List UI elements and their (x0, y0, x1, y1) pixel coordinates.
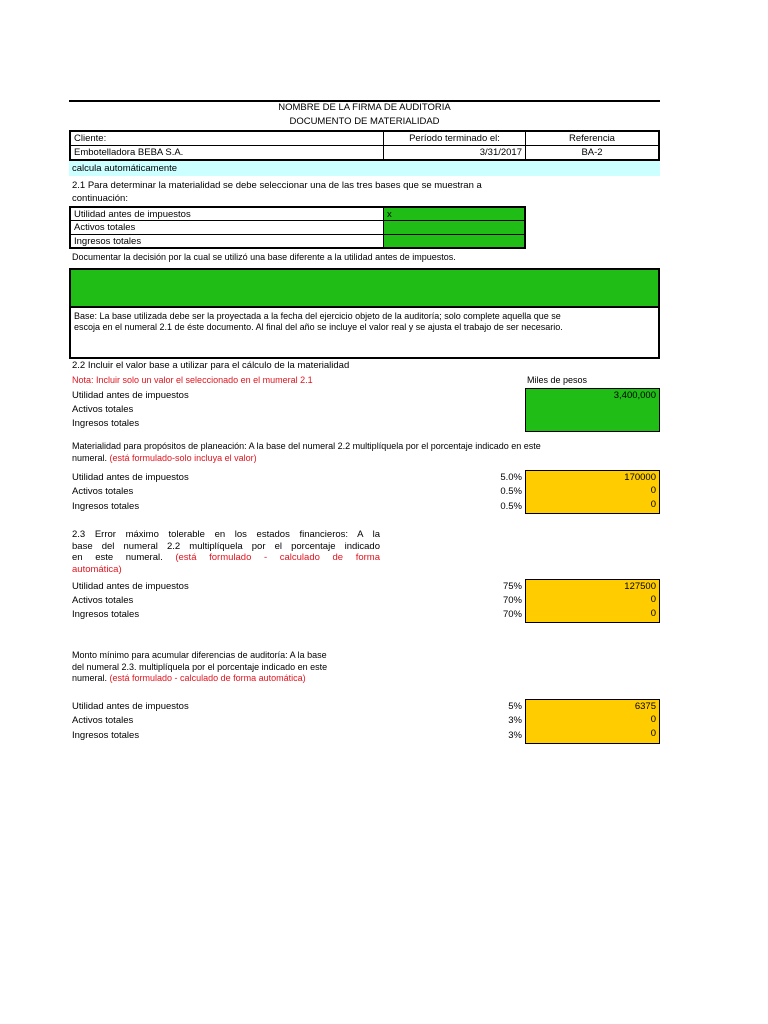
tolerable-value-cell: 0 (525, 607, 660, 623)
tolerable-percentage: 75% (502, 581, 522, 592)
minimum-percentage: 3% (508, 715, 522, 726)
section-2-3-text (72, 529, 380, 575)
base-note-box (69, 307, 660, 359)
minimum-value-cell: 6375 (525, 699, 660, 714)
section-2-3-line1: 2.3 Error máximo tolerable en los estados financieros: A la (72, 529, 380, 540)
planning-row-label: Activos totales (72, 486, 134, 497)
planning-value-cell: 170000 (525, 470, 660, 485)
planning-text-line1: Materialidad para propósitos de planeación: A la base del numeral 2.2 multiplíquela por el porcentaje indicado en este (72, 441, 541, 451)
planning-text-numeral: numeral. (72, 453, 108, 463)
planning-percentage: 0.5% (500, 501, 522, 512)
section-2-1-text-line1: 2.1 Para determinar la materialidad se debe seleccionar una de las tres bases que se muestran a (72, 180, 482, 191)
base-value-label: Activos totales (72, 404, 134, 415)
minimum-value-cell: 0 (525, 713, 660, 728)
minimum-percentage: 5% (508, 701, 522, 712)
minimum-numeral: numeral. (72, 673, 108, 683)
base-option-select-cell[interactable]: x (383, 206, 526, 221)
base-value-input[interactable] (525, 403, 660, 418)
minimum-text (72, 650, 384, 685)
tolerable-value-cell: 127500 (525, 579, 660, 594)
planning-row-label: Ingresos totales (72, 501, 140, 512)
planning-percentage: 5.0% (500, 472, 522, 483)
section-2-1-text-line2: continuación: (72, 193, 128, 204)
base-option-label: Activos totales (69, 220, 384, 235)
auto-calc-note: calcula automáticamente (69, 161, 660, 176)
reference-label: Referencia (525, 130, 660, 146)
client-name-field[interactable]: Embotelladora BEBA S.A. (69, 145, 384, 161)
base-value-label: Ingresos totales (72, 418, 140, 429)
tolerable-percentage: 70% (502, 609, 522, 620)
base-note-line2: escoja en el numeral 2.1 de éste documento. Al final del año se incluye el valor real y se ajusta el trabajo de ser necesario. (74, 322, 563, 332)
tolerable-row-label: Ingresos totales (72, 609, 140, 620)
base-option-label: Utilidad antes de impuestos (69, 206, 384, 221)
section-2-3-line2: base del numeral 2.2 multiplíquela por el porcentaje indicado (72, 540, 380, 552)
document-title: DOCUMENTO DE MATERIALIDAD (289, 116, 440, 127)
section-2-2-note: Nota: Incluir solo un valor el seleccionado en el mumeral 2.1 (72, 375, 313, 385)
tolerable-percentage: 70% (502, 595, 522, 606)
planning-row-label: Utilidad antes de impuestos (72, 472, 189, 483)
planning-text-line2 (72, 452, 257, 465)
base-option-label: Ingresos totales (69, 234, 384, 249)
minimum-line2: del numeral 2.3. multiplíquela por el porcentaje indicado en este (72, 661, 328, 672)
planning-value-cell: 0 (525, 484, 660, 499)
minimum-row-label: Utilidad antes de impuestos (72, 701, 189, 712)
base-value-label: Utilidad antes de impuestos (72, 390, 189, 401)
firm-name: NOMBRE DE LA FIRMA DE AUDITORIA (278, 102, 451, 113)
base-value-input[interactable]: 3,400,000 (525, 388, 660, 404)
minimum-value-cell: 0 (525, 727, 660, 744)
planning-value-cell: 0 (525, 498, 660, 514)
minimum-red-note: (está formulado - calculado de forma automática) (109, 673, 306, 683)
base-value-input[interactable] (525, 417, 660, 432)
planning-red-note: (está formulado-solo incluya el valor) (109, 453, 257, 463)
minimum-line3 (72, 673, 384, 685)
minimum-line1: Monto mínimo para acumular diferencias de auditoría: A la base (72, 650, 327, 660)
base-option-select-cell[interactable] (383, 220, 526, 235)
section-2-3-red-note: (está formulado - calculado de forma (175, 552, 380, 563)
planning-percentage: 0.5% (500, 486, 522, 497)
minimum-row-label: Ingresos totales (72, 730, 140, 741)
section-2-3-red-note-cont: automática) (72, 563, 122, 575)
unit-label: Miles de pesos (527, 375, 588, 385)
section-2-2-title: 2.2 Incluir el valor base a utilizar para el cálculo de la materialidad (72, 360, 350, 371)
tolerable-row-label: Utilidad antes de impuestos (72, 581, 189, 592)
reference-field[interactable]: BA-2 (525, 145, 660, 161)
minimum-percentage: 3% (508, 730, 522, 741)
tolerable-value-cell: 0 (525, 593, 660, 608)
document-instruction: Documentar la decisión por la cual se utilizó una base diferente a la utilidad antes de impuestos. (72, 252, 456, 262)
minimum-row-label: Activos totales (72, 715, 134, 726)
decision-input-box[interactable] (69, 268, 660, 308)
base-note-line1: Base: La base utilizada debe ser la proyectada a la fecha del ejercicio objeto de la auditoría; solo complete aquella que se (74, 311, 561, 321)
period-label: Período terminado el: (383, 130, 526, 146)
period-date-field[interactable]: 3/31/2017 (383, 145, 526, 161)
tolerable-row-label: Activos totales (72, 595, 134, 606)
section-2-3-numeral: en este numeral. (72, 552, 163, 563)
client-label: Cliente: (69, 130, 384, 146)
section-2-3-line3 (72, 552, 380, 564)
base-option-select-cell[interactable] (383, 234, 526, 249)
